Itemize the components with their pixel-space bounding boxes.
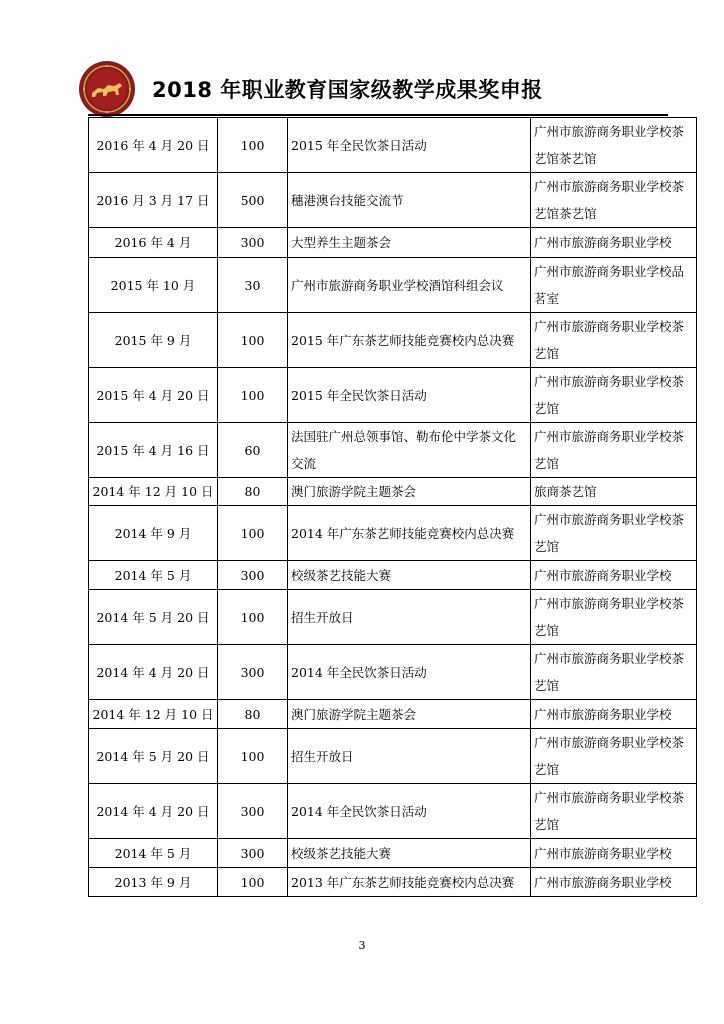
cell-event: 法国驻广州总领事馆、勒布伦中学茶文化交流 <box>288 423 531 478</box>
page-header <box>70 60 670 120</box>
cell-venue: 广州市旅游商务职业学校品茗室 <box>531 258 697 313</box>
cell-venue: 广州市旅游商务职业学校茶艺馆 <box>531 729 697 784</box>
cell-venue: 广州市旅游商务职业学校茶艺馆 <box>531 506 697 561</box>
cell-count: 300 <box>218 645 288 700</box>
cell-venue: 广州市旅游商务职业学校茶艺馆 <box>531 368 697 423</box>
header-divider <box>88 114 668 116</box>
table-row <box>89 561 697 590</box>
cell-venue: 广州市旅游商务职业学校 <box>531 561 697 590</box>
cell-count: 300 <box>218 228 288 258</box>
cell-event: 大型养生主题茶会 <box>288 228 531 258</box>
cell-count: 300 <box>218 784 288 839</box>
cell-count: 100 <box>218 118 288 173</box>
cell-event: 澳门旅游学院主题茶会 <box>288 478 531 506</box>
table-body <box>89 118 697 897</box>
document-title: 2018 年职业教育国家级教学成果奖申报 <box>152 78 543 102</box>
cell-count: 30 <box>218 258 288 313</box>
table-row <box>89 590 697 645</box>
table-row <box>89 313 697 368</box>
cell-count: 100 <box>218 506 288 561</box>
cell-event: 校级茶艺技能大赛 <box>288 839 531 868</box>
cell-date: 2013 年 9 月 <box>89 868 218 897</box>
table-row <box>89 423 697 478</box>
cell-date: 2014 年 12 月 10 日 <box>89 700 218 729</box>
table-row <box>89 784 697 839</box>
cell-date: 2015 年 4 月 16 日 <box>89 423 218 478</box>
table-row <box>89 173 697 228</box>
activity-table <box>88 117 697 897</box>
cell-date: 2014 年 4 月 20 日 <box>89 645 218 700</box>
cell-event: 招生开放日 <box>288 729 531 784</box>
cell-event: 2015 年全民饮茶日活动 <box>288 118 531 173</box>
table-row <box>89 700 697 729</box>
cell-event: 2014 年广东茶艺师技能竞赛校内总决赛 <box>288 506 531 561</box>
cell-event: 2013 年广东茶艺师技能竞赛校内总决赛 <box>288 868 531 897</box>
cell-event: 校级茶艺技能大赛 <box>288 561 531 590</box>
table-row <box>89 645 697 700</box>
cell-count: 80 <box>218 478 288 506</box>
cell-venue: 广州市旅游商务职业学校茶艺馆 <box>531 313 697 368</box>
cell-event: 2015 年全民饮茶日活动 <box>288 368 531 423</box>
cell-venue: 广州市旅游商务职业学校茶艺馆 <box>531 423 697 478</box>
cell-date: 2015 年 9 月 <box>89 313 218 368</box>
cell-date: 2015 年 10 月 <box>89 258 218 313</box>
table-row <box>89 868 697 897</box>
cell-venue: 广州市旅游商务职业学校茶艺馆 <box>531 784 697 839</box>
cell-date: 2016 年 4 月 <box>89 228 218 258</box>
cell-date: 2014 年 5 月 20 日 <box>89 590 218 645</box>
table-row <box>89 368 697 423</box>
cell-date: 2015 年 4 月 20 日 <box>89 368 218 423</box>
cell-event: 2015 年广东茶艺师技能竞赛校内总决赛 <box>288 313 531 368</box>
cell-venue: 广州市旅游商务职业学校茶艺馆茶艺馆 <box>531 173 697 228</box>
cell-count: 300 <box>218 839 288 868</box>
table-row <box>89 729 697 784</box>
table-row <box>89 506 697 561</box>
cell-venue: 广州市旅游商务职业学校 <box>531 868 697 897</box>
cell-count: 80 <box>218 700 288 729</box>
cell-event: 广州市旅游商务职业学校酒馆科组会议 <box>288 258 531 313</box>
table-row <box>89 118 697 173</box>
cell-venue: 广州市旅游商务职业学校茶艺馆 <box>531 645 697 700</box>
cell-count: 100 <box>218 368 288 423</box>
cell-date: 2014 年 5 月 20 日 <box>89 729 218 784</box>
cell-date: 2014 年 4 月 20 日 <box>89 784 218 839</box>
table-row <box>89 258 697 313</box>
table-row <box>89 478 697 506</box>
cell-event: 澳门旅游学院主题茶会 <box>288 700 531 729</box>
cell-date: 2016 年 4 月 20 日 <box>89 118 218 173</box>
cell-count: 500 <box>218 173 288 228</box>
cell-date: 2014 年 12 月 10 日 <box>89 478 218 506</box>
cell-count: 100 <box>218 590 288 645</box>
cell-venue: 广州市旅游商务职业学校 <box>531 839 697 868</box>
cell-count: 100 <box>218 868 288 897</box>
cell-event: 招生开放日 <box>288 590 531 645</box>
cell-event: 2014 年全民饮茶日活动 <box>288 784 531 839</box>
cell-date: 2014 年 9 月 <box>89 506 218 561</box>
cell-count: 100 <box>218 729 288 784</box>
cell-count: 100 <box>218 313 288 368</box>
school-emblem-icon <box>78 60 136 118</box>
cell-count: 60 <box>218 423 288 478</box>
cell-event: 2014 年全民饮茶日活动 <box>288 645 531 700</box>
cell-date: 2014 年 5 月 <box>89 839 218 868</box>
cell-count: 300 <box>218 561 288 590</box>
cell-venue: 广州市旅游商务职业学校 <box>531 228 697 258</box>
cell-venue: 广州市旅游商务职业学校 <box>531 700 697 729</box>
cell-date: 2016 月 3 月 17 日 <box>89 173 218 228</box>
table-row <box>89 839 697 868</box>
cell-venue: 广州市旅游商务职业学校茶艺馆 <box>531 590 697 645</box>
cell-event: 穗港澳台技能交流节 <box>288 173 531 228</box>
page-number: 3 <box>358 939 366 952</box>
table-row <box>89 228 697 258</box>
cell-date: 2014 年 5 月 <box>89 561 218 590</box>
cell-venue: 广州市旅游商务职业学校茶艺馆茶艺馆 <box>531 118 697 173</box>
cell-venue: 旅商茶艺馆 <box>531 478 697 506</box>
